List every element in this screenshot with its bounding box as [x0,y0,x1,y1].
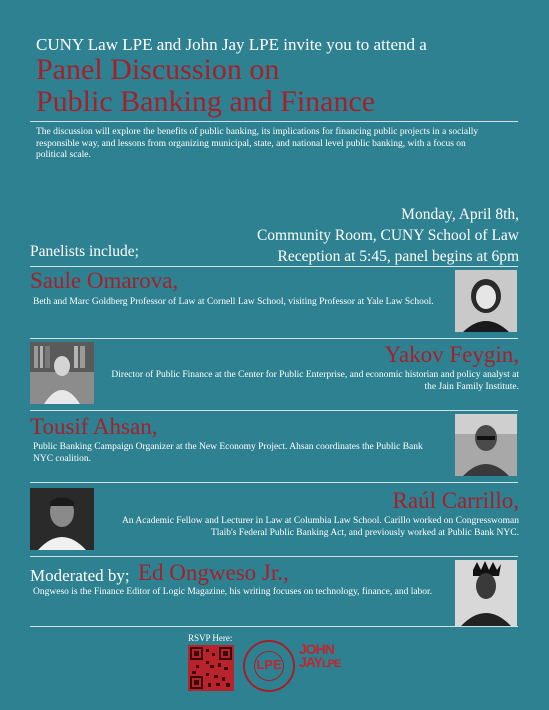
jj-logo-jay: JAY [299,654,322,670]
divider [30,338,518,339]
panelist-name: Raúl Carrillo, [392,488,519,513]
cuny-law-lpe-logo [243,640,295,692]
event-time: Reception at 5:45, panel begins at 6pm [277,248,519,265]
panelist-photo [455,270,517,332]
panelist-bio: Beth and Marc Goldberg Professor of Law at Cornell Law School, visiting Professor at Yale Law School. [33,297,434,307]
divider [30,121,518,122]
event-date: Monday, April 8th, [401,206,519,223]
lpe-logo-text: LPE [256,657,282,672]
event-location: Community Room, CUNY School of Law [256,227,519,244]
jj-logo-line1: JOHN [299,641,334,657]
panelist-photo [455,414,517,476]
moderator-label: Moderated by; [30,566,130,585]
jj-logo-lpe: LPE [321,658,341,670]
invitation-intro: CUNY Law LPE and John Jay LPE invite you to attend a [36,35,427,54]
event-title-line-1: Panel Discussion on [36,53,280,86]
panelist-name: Yakov Feygin, [384,342,519,367]
event-details [257,204,519,267]
panelist-bio: Director of Public Finance at the Center for Public Enterprise, and economic historian and policy analyst at the Jain Family Institute. [111,370,519,392]
panelist-name: Saule Omarova, [30,268,179,293]
moderator-photo [455,560,517,626]
moderator-name: Ed Ongweso Jr., [138,560,289,585]
rsvp-qr-code[interactable] [188,645,234,691]
divider [30,410,518,411]
divider [30,556,518,557]
panelists-label: Panelists include; [30,243,139,260]
rsvp-label: RSVP Here: [188,633,233,643]
jj-logo-line2 [299,656,340,671]
panelist-photo [30,342,94,404]
moderator-bio: Ongweso is the Finance Editor of Logic Magazine, his writing focuses on technology, finance, and labor. [33,587,433,597]
divider [30,626,518,627]
panelist-bio: Public Banking Campaign Organizer at the New Economy Project. Ahsan coordinates the Public Bank NYC coalition. [33,442,423,464]
panelist-bio: An Academic Fellow and Lecturer in Law at Columbia Law School. Carillo worked on Congresswoman Tlaib's Federal Public Banking Act, and previously worked at Public Bank NYC. [121,516,519,538]
divider [30,482,518,483]
divider [30,266,518,267]
event-description: The discussion will explore the benefits of public banking, its implications for financing public projects in a socially responsible way, and lessons from organizing municipal, state, and national level public banking, with a focus on political scale. [36,127,479,160]
panelist-name: Tousif Ahsan, [30,414,158,439]
panelist-photo [30,488,94,550]
event-title-line-2: Public Banking and Finance [36,85,376,118]
john-jay-lpe-logo [299,643,340,671]
